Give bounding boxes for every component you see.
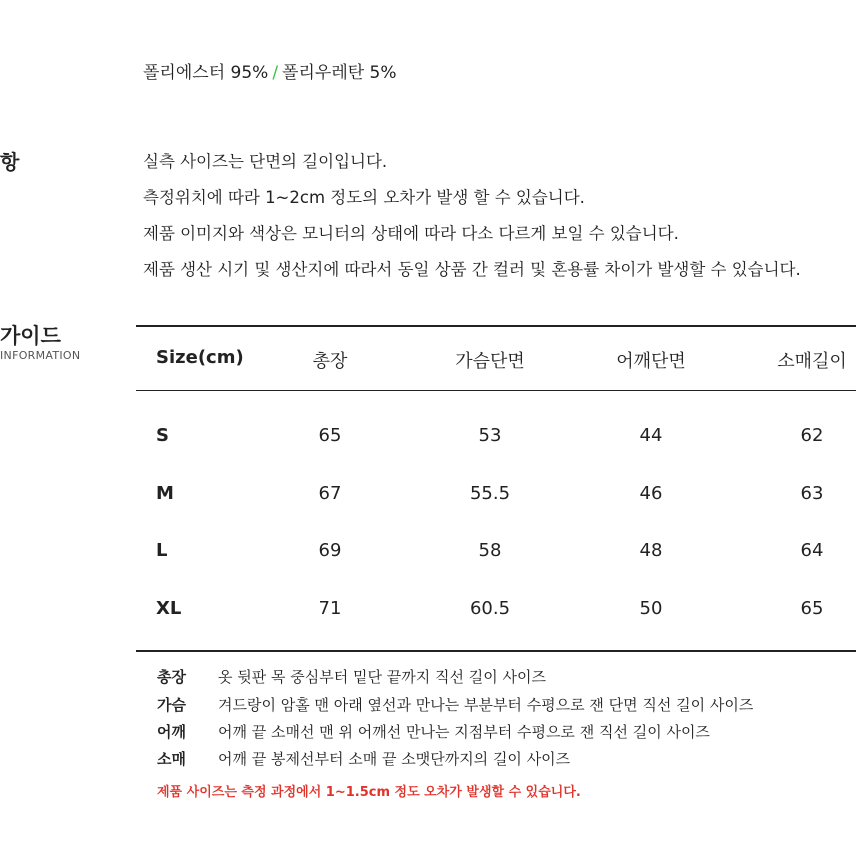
definition-text: 겨드랑이 암홀 맨 아래 옆선과 만나는 부분부터 수평으로 잰 단면 직선 길이 사이즈 (218, 696, 754, 714)
table-cell: 69 (318, 540, 342, 561)
table-cell: 60.5 (469, 598, 511, 619)
notice-heading: 항 (0, 150, 20, 174)
size-guide-subheading: INFORMATION (0, 349, 81, 362)
table-cell: 48 (639, 540, 663, 561)
notice-line: 제품 생산 시기 및 생산지에 따라서 동일 상품 간 컬러 및 혼용률 차이가 발생할 수 있습니다. (143, 260, 801, 279)
table-header-rule (136, 390, 856, 391)
size-guide-heading: 가이드 (0, 324, 61, 348)
size-label: S (156, 425, 169, 446)
material-part-2: 폴리우레탄 5% (282, 63, 397, 83)
material-separator: / (272, 63, 279, 83)
definition-text: 어깨 끝 소매선 맨 위 어깨선 만나는 지점부터 수평으로 잰 직선 길이 사이즈 (218, 723, 710, 741)
material-composition (143, 58, 397, 83)
table-cell: 62 (800, 425, 824, 446)
table-cell: 71 (318, 598, 342, 619)
table-cell: 46 (639, 483, 663, 504)
table-cell: 50 (639, 598, 663, 619)
table-cell: 65 (318, 425, 342, 446)
table-cell: 63 (800, 483, 824, 504)
definition-text: 어깨 끝 봉제선부터 소매 끝 소맷단까지의 길이 사이즈 (218, 750, 571, 768)
measurement-warning: 제품 사이즈는 측정 과정에서 1~1.5cm 정도 오차가 발생할 수 있습니다. (157, 785, 581, 800)
table-cell: 64 (800, 540, 824, 561)
notice-line: 실측 사이즈는 단면의 길이입니다. (143, 152, 388, 171)
table-cell: 44 (639, 425, 663, 446)
definition-term: 총장 (157, 668, 186, 686)
table-cell: 65 (800, 598, 824, 619)
header-shoulder-width: 어깨단면 (616, 351, 686, 372)
table-cell: 67 (318, 483, 342, 504)
material-part-1: 폴리에스터 95% (143, 63, 269, 83)
table-cell: 55.5 (469, 483, 511, 504)
notice-line: 제품 이미지와 색상은 모니터의 상태에 따라 다소 다르게 보일 수 있습니다. (143, 224, 679, 243)
notice-line: 측정위치에 따라 1~2cm 정도의 오차가 발생 할 수 있습니다. (143, 188, 585, 207)
table-cell: 53 (478, 425, 502, 446)
header-sleeve-length: 소매길이 (777, 351, 847, 372)
header-total-length: 총장 (312, 351, 348, 372)
size-label: XL (156, 598, 182, 619)
size-label: M (156, 483, 174, 504)
header-chest-width: 가슴단면 (455, 351, 525, 372)
definition-term: 어깨 (157, 723, 186, 741)
header-size: Size(cm) (156, 347, 244, 368)
table-top-rule (136, 325, 856, 327)
table-cell: 58 (478, 540, 502, 561)
definition-text: 옷 뒷판 목 중심부터 밑단 끝까지 직선 길이 사이즈 (218, 668, 546, 686)
definition-term: 소매 (157, 750, 186, 768)
table-bottom-rule (136, 650, 856, 652)
definition-term: 가슴 (157, 696, 186, 714)
size-label: L (156, 540, 168, 561)
